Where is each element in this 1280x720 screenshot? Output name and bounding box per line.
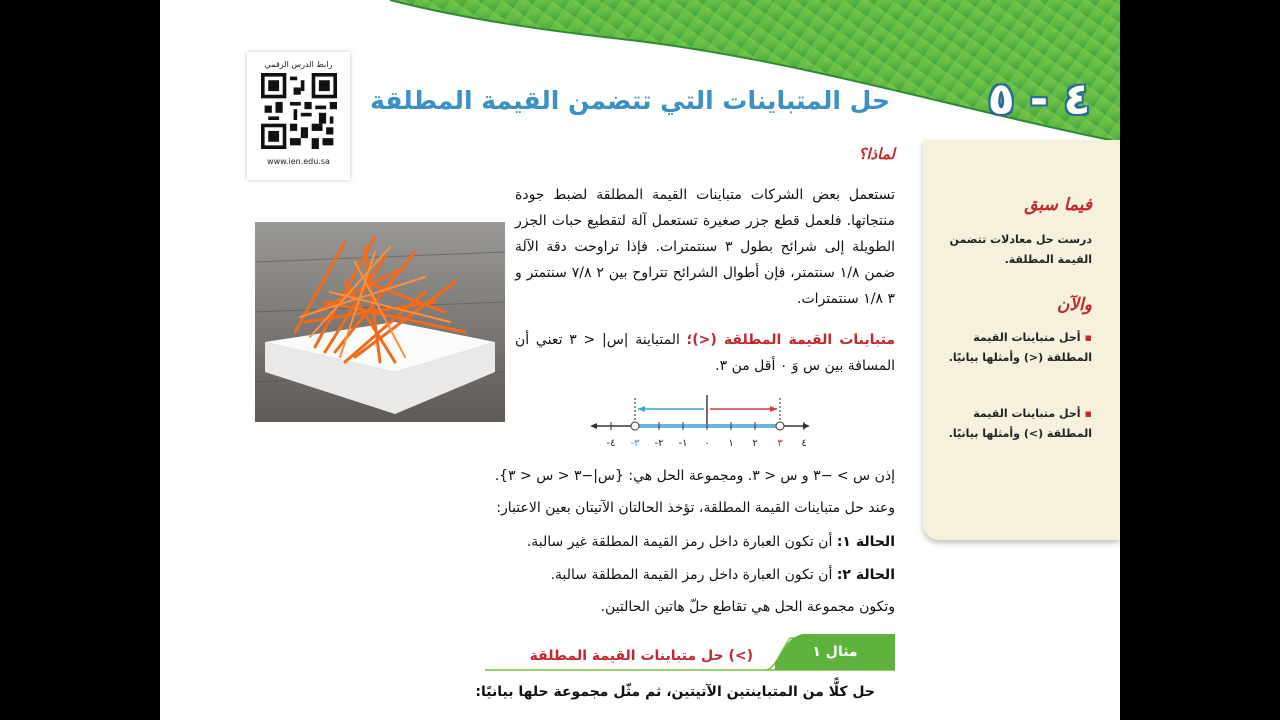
why-heading: لماذا؟ bbox=[858, 145, 895, 163]
now-item-1: ▪أحل متباينات القيمة المطلقة (<) وأمثلها بيانيًا. bbox=[948, 331, 1092, 364]
before-text: درست حل معادلات تتضمن القيمة المطلقة. bbox=[949, 233, 1092, 266]
qr-url[interactable]: www.ien.edu.sa bbox=[267, 157, 330, 166]
example-question: حل كلًّا من المتباينتين الآتيتين، ثم مثّل مجموعة حلها بيانيًا: bbox=[475, 684, 875, 700]
concept-paragraph bbox=[515, 327, 895, 379]
solution-line: إذن س > −٣ و س < ٣. ومجموعة الحل هي: {س|−٣ < س < ٣}. bbox=[494, 468, 895, 484]
bullet-icon: ▪ bbox=[1084, 331, 1092, 344]
tick-label: ٤ bbox=[801, 438, 807, 449]
tick-label: ٣ bbox=[777, 438, 783, 449]
example-banner bbox=[485, 632, 895, 672]
qr-code-icon bbox=[261, 73, 337, 149]
now-heading: والآن bbox=[1056, 295, 1092, 315]
before-heading: فيما سبق bbox=[1024, 195, 1092, 215]
tick-label: -١ bbox=[678, 438, 688, 449]
tick-label: ١ bbox=[728, 438, 734, 449]
textbook-page bbox=[160, 0, 1120, 720]
tick-label: -٣ bbox=[630, 438, 640, 449]
tick-label: -٢ bbox=[654, 438, 664, 449]
example-label: مثال ١ bbox=[812, 644, 858, 660]
tick-label: ٢ bbox=[752, 438, 758, 449]
bullet-icon: ▪ bbox=[1084, 407, 1092, 420]
page-title: حل المتباينات التي تتضمن القيمة المطلقة bbox=[370, 86, 890, 115]
tick-label: ٠ bbox=[704, 438, 710, 449]
case-2: الحالة ٢: أن تكون العبارة داخل رمز القيمة المطلقة سالبة. bbox=[550, 567, 895, 583]
carrot-photo bbox=[255, 222, 505, 422]
why-paragraph: تستعمل بعض الشركات متباينات القيمة المطلقة لضبط جودة منتجاتها. فلعمل قطع جزر صغيرة تستعمل آلة لتقطيع حبات الجزر الطويلة إلى شرائح بطول ٣ سنتمترات. فإذا تراوحت دقة الآلة ضمن ١/٨ سنتمتر، فإن أطوال الشرائح تتراوح بين ٢ ٧/٨ سنتمتر و ٣ ١/٨ سنتمترات. bbox=[515, 187, 896, 307]
number-line bbox=[590, 390, 810, 456]
intro-line: وعند حل متباينات القيمة المطلقة، تؤخذ الحالتان الآتيتان بعين الاعتبار: bbox=[496, 500, 895, 516]
now-item-2: ▪أحل متباينات القيمة المطلقة (>) وأمثلها بيانيًا. bbox=[948, 407, 1092, 440]
lesson-number: ٤ - ٥ bbox=[987, 74, 1091, 125]
case-1: الحالة ١: أن تكون العبارة داخل رمز القيمة المطلقة غير سالبة. bbox=[526, 534, 895, 550]
concept-text: المتباينة |س| < ٣ تعني أن المسافة بين س وَ ٠ أقل من ٣. bbox=[515, 332, 895, 374]
conclusion-line: وتكون مجموعة الحل هي تقاطع حلّ هاتين الحالتين. bbox=[600, 599, 895, 615]
qr-card[interactable] bbox=[247, 52, 350, 180]
sidebar-panel bbox=[923, 140, 1120, 540]
example-title: حل متباينات القيمة المطلقة (<) bbox=[529, 648, 753, 664]
tick-label: -٤ bbox=[606, 438, 616, 449]
qr-label: رابط الدرس الرقمي bbox=[264, 60, 333, 69]
concept-heading: متباينات القيمة المطلقة (<)؛ bbox=[686, 332, 896, 348]
